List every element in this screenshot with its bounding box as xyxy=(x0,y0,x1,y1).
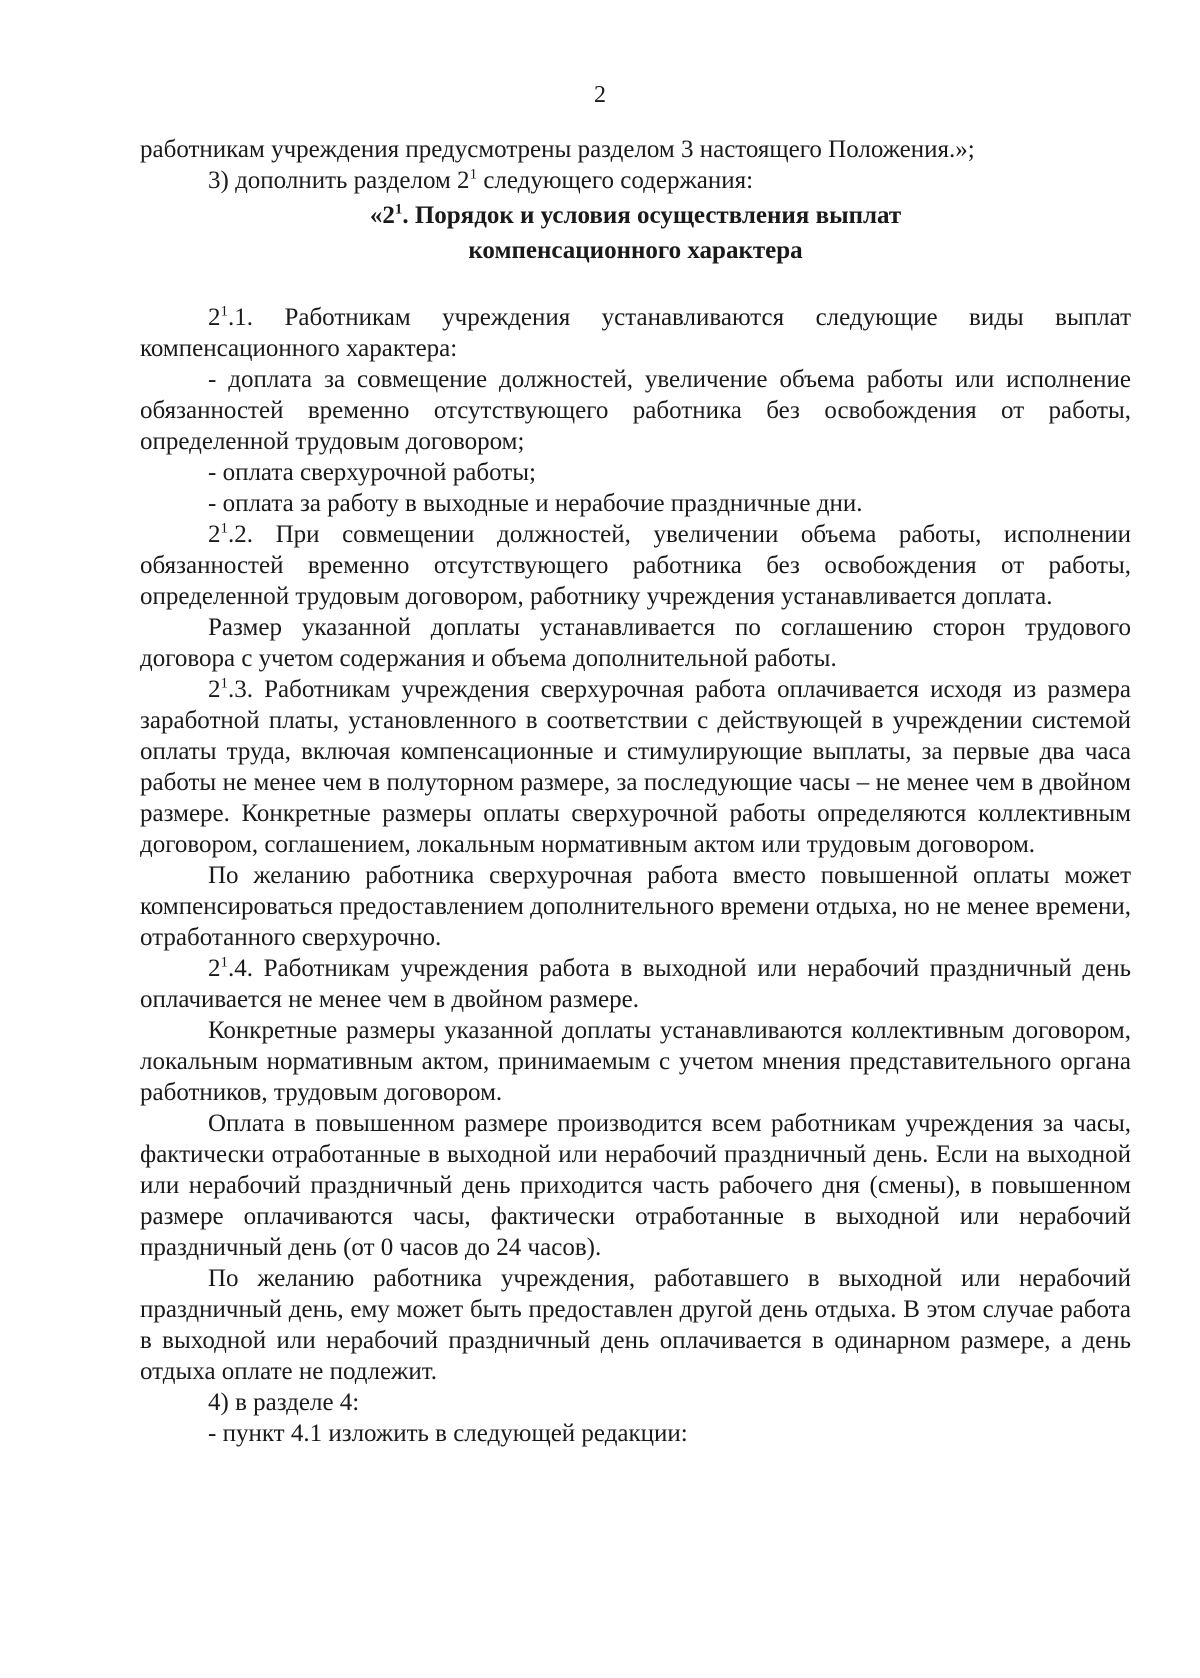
paragraph-amendment-3 xyxy=(140,165,1131,196)
text-run: .3. Работникам учреждения сверхурочная работа оплачивается исходя из размера заработной платы, установленного в соответствии с действующей в учреждении системой оплаты труда, включая компенсационные и стимулирующие выплаты, за первые два часа работы не менее чем в полуторном размере, за последующие часы – не менее чем в двойном размере. Конкретные размеры оплаты сверхурочной работы определяются коллективным договором, соглашением, локальным нормативным актом или трудовым договором. xyxy=(140,676,1131,858)
section-heading-line1 xyxy=(140,200,1131,231)
paragraph-continuation: работникам учреждения предусмотрены разделом 3 настоящего Положения.»; xyxy=(140,136,975,163)
clause-2-1-2 xyxy=(140,519,1131,612)
paragraph-clause-4-1: - пункт 4.1 изложить в следующей редакции: xyxy=(208,1420,688,1447)
bullet-combination: - доплата за совмещение должностей, увеличение объема работы или исполнение обязанностей временно отсутствующего работника без освобождения от работы, определенной трудовым договором; xyxy=(140,366,1131,455)
document-body xyxy=(140,134,1131,1449)
text-run: следующего содержания: xyxy=(477,167,754,194)
section-heading-line2: компенсационного характера xyxy=(468,237,803,264)
text-run: 2 xyxy=(208,304,221,331)
superscript: 1 xyxy=(394,201,403,218)
paragraph-holiday-rest: По желанию работника учреждения, работавшего в выходной или нерабочий праздничный день, ему может быть предоставлен другой день отдыха. В этом случае работа в выходной или нерабочий праздничный день оплачивается в одинарном размере, а день отдыха оплате не подлежит. xyxy=(140,1265,1131,1385)
superscript: 1 xyxy=(220,675,228,692)
paragraph-increased-pay: Оплата в повышенном размере производится всем работникам учреждения за часы, фактически отработанные в выходной или нерабочий праздничный день. Если на выходной или нерабочий праздничный день приходится часть рабочего дня (смены), в повышенном размере оплачиваются часы, фактически отработанные в выходной или нерабочий праздничный день (от 0 часов до 24 часов). xyxy=(140,1110,1131,1261)
text-run: 2 xyxy=(208,676,221,703)
text-run: 2 xyxy=(208,955,221,982)
paragraph-concrete-sizes: Конкретные размеры указанной доплаты устанавливаются коллективным договором, локальным нормативным актом, принимаемым с учетом мнения представительного органа работников, трудовым договором. xyxy=(140,1017,1131,1106)
superscript: 1 xyxy=(469,166,478,183)
bullet-overtime: - оплата сверхурочной работы; xyxy=(208,459,536,486)
paragraph-amendment-4: 4) в разделе 4: xyxy=(208,1389,360,1416)
clause-2-1-1 xyxy=(140,302,1131,364)
text-run: 3) дополнить разделом 2 xyxy=(208,167,470,194)
superscript: 1 xyxy=(220,303,228,320)
text-run: 2 xyxy=(208,521,221,548)
clause-2-1-3 xyxy=(140,674,1131,860)
bullet-holidays: - оплата за работу в выходные и нерабочие праздничные дни. xyxy=(208,490,863,517)
text-run: . Порядок и условия осуществления выплат xyxy=(402,202,902,229)
text-run: .4. Работникам учреждения работа в выходной или нерабочий праздничный день оплачивается не менее чем в двойном размере. xyxy=(140,955,1131,1013)
paragraph-overtime-rest: По желанию работника сверхурочная работа вместо повышенной оплаты может компенсироваться предоставлением дополнительного времени отдыха, но не менее времени, отработанного сверхурочно. xyxy=(140,862,1131,951)
paragraph-size: Размер указанной доплаты устанавливается по соглашению сторон трудового договора с учетом содержания и объема дополнительной работы. xyxy=(140,614,1131,672)
page-number: 2 xyxy=(594,82,606,108)
superscript: 1 xyxy=(220,520,228,537)
text-run: .1. Работникам учреждения устанавливаются следующие виды выплат компенсационного характера: xyxy=(140,304,1131,362)
superscript: 1 xyxy=(220,954,228,971)
text-run: .2. При совмещении должностей, увеличении объема работы, исполнении обязанностей временно отсутствующего работника без освобождения от работы, определенной трудовым договором, работнику учреждения устанавливается доплата. xyxy=(140,521,1131,610)
text-run: «2 xyxy=(369,202,395,229)
clause-2-1-4 xyxy=(140,953,1131,1015)
